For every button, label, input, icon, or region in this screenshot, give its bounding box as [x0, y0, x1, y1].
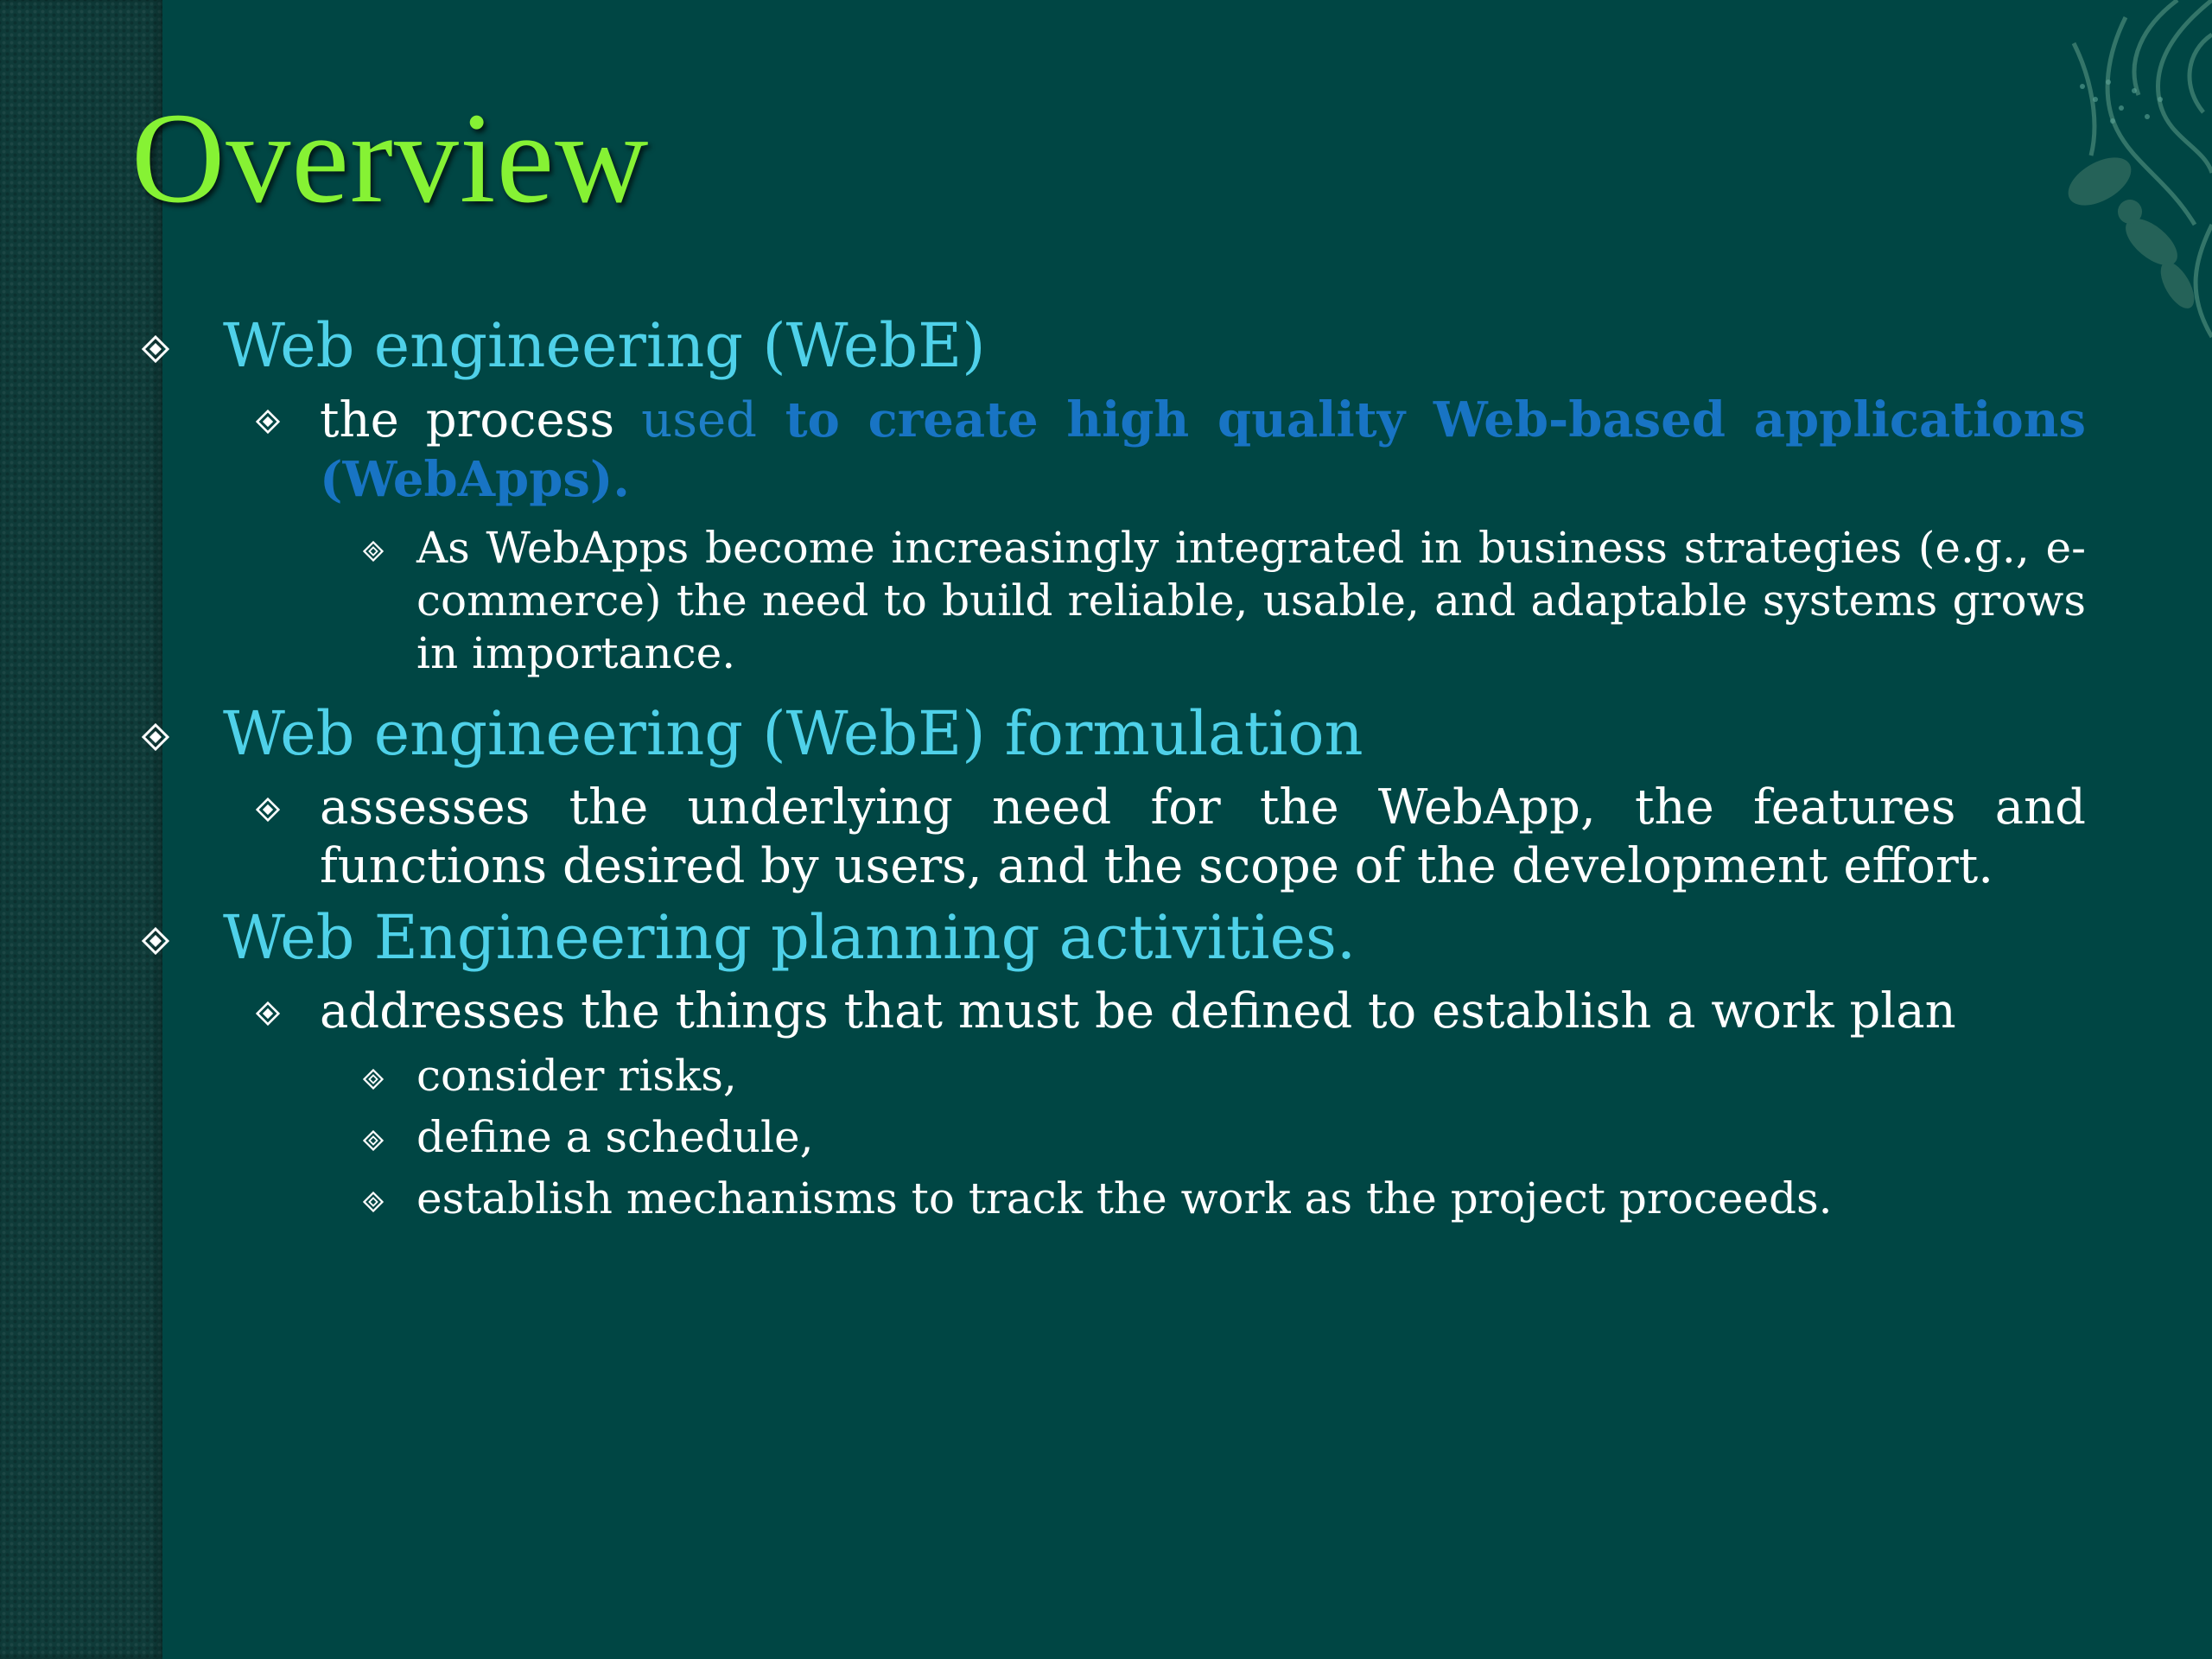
section-heading-text: Web Engineering planning activities. [223, 902, 1357, 973]
diamond-bullet-icon [256, 1001, 280, 1026]
formulation-description [142, 779, 2086, 896]
planning-text: addresses the things that must be defined to establish a work plan [320, 983, 1956, 1039]
diamond-bullet-icon [363, 1130, 384, 1151]
planning-item-risks [142, 1050, 2086, 1103]
webapps-importance [142, 522, 2086, 680]
section-heading-formulation [142, 696, 2086, 772]
planning-item-schedule [142, 1111, 2086, 1164]
section-heading-text: Web engineering (WebE) formulation [223, 698, 1363, 769]
diamond-bullet-icon [142, 335, 169, 363]
formulation-text: assesses the underlying need for the WebApp, the features and functions desired by users, and the scope of the development effort. [320, 779, 2086, 894]
diamond-bullet-icon [363, 1069, 384, 1090]
slide-title: Overview [131, 86, 650, 230]
diamond-bullet-icon [363, 541, 384, 562]
webapps-importance-text: As WebApps become increasingly integrated in business strategies (e.g., e-commerce) the need to build reliable, usable, and adaptable systems grows in importance. [416, 523, 2086, 678]
diamond-bullet-icon [142, 927, 169, 955]
diamond-bullet-icon [363, 1192, 384, 1212]
textured-side-band [0, 0, 162, 1659]
planning-item-text: define a schedule, [416, 1112, 814, 1162]
diamond-bullet-icon [256, 798, 280, 822]
section-heading-planning [142, 899, 2086, 976]
section-heading-text: Web engineering (WebE) [223, 310, 986, 381]
process-description [142, 391, 2086, 510]
planning-item-tracking [142, 1173, 2086, 1225]
process-highlight-light: used [641, 392, 757, 448]
diamond-bullet-icon [256, 410, 280, 434]
planning-item-text: establish mechanisms to track the work as the project proceeds. [416, 1173, 1833, 1224]
section-heading-webe [142, 308, 2086, 384]
planning-item-text: consider risks, [416, 1051, 737, 1101]
process-highlight-bold: to create high quality Web-based applications (WebApps). [320, 391, 2086, 508]
process-text: the process [320, 392, 615, 448]
floral-ornament-icon [1953, 0, 2212, 346]
bullet-list [142, 304, 2086, 1225]
diamond-bullet-icon [142, 723, 169, 751]
planning-description [142, 982, 2086, 1041]
